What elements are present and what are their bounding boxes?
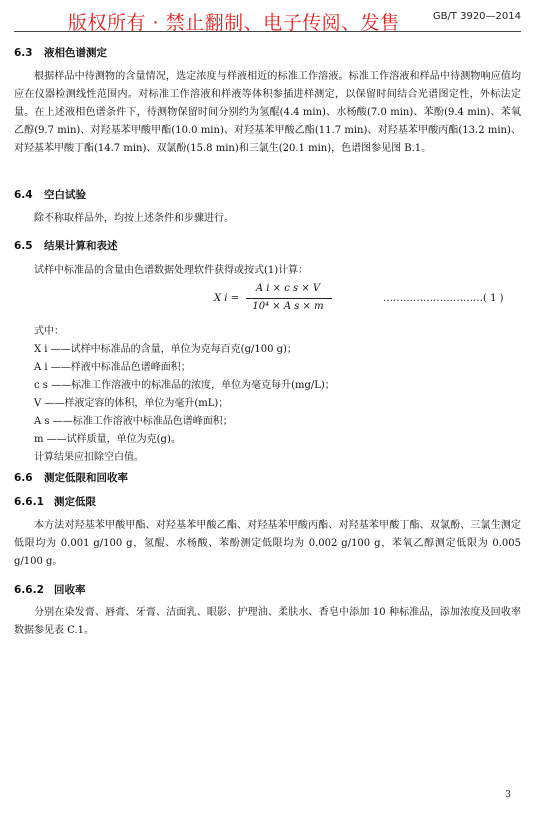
section-title: 结果计算和表述 bbox=[44, 240, 118, 252]
page-number: 3 bbox=[505, 790, 511, 800]
variable-definition: A s ——标准工作溶液中标准品色谱峰面积； bbox=[34, 416, 233, 427]
section-heading-6-6 bbox=[14, 470, 128, 485]
fraction-bar bbox=[246, 298, 332, 299]
formula-lhs: X i = bbox=[214, 293, 240, 304]
formula-numerator: A i × c s × V bbox=[255, 283, 321, 294]
paragraph-6-3: 根据样品中待测物的含量情况，选定浓度与样液相近的标准工作溶液。标准工作溶液和样品中待测物响应值均应在仪器检测线性范围内。对标准工作溶液和样液等体积参插进样测定，以保留时间结合光谱图定性，外标法定量。在上述液相色谱条件下，待测物保留时间分别约为氢醌(4.4 min)、水杨酸(7.0 min)、苯酚(9.4 min)、苯氧乙醇(9.7 min)、对羟基苯甲酸甲酯(10.0 min)、对羟基苯甲酸乙酯(11.7 min)、对羟基苯甲酸丙酯(13.2 min)、对羟基苯甲酸丁酯(14.7 min)、双氯酚(15.8 min)和三氯生(20.1 min)，色谱图参见图 B.1。 bbox=[14, 71, 521, 154]
section-heading-6-3 bbox=[14, 45, 107, 60]
section-title: 测定低限和回收率 bbox=[44, 472, 128, 484]
paragraph-6-5-intro: 试样中标准品的含量由色谱数据处理软件获得或按式(1)计算： bbox=[34, 265, 309, 276]
section-title: 回收率 bbox=[54, 584, 86, 596]
variable-definition: V ——样液定容的体积，单位为毫升(mL)； bbox=[34, 398, 229, 409]
note-text: 计算结果应扣除空白值。 bbox=[34, 452, 144, 463]
section-number: 6.3 bbox=[14, 47, 33, 59]
section-title: 空白试验 bbox=[44, 189, 86, 201]
section-title: 液相色谱测定 bbox=[44, 47, 107, 59]
section-heading-6-6-2 bbox=[14, 582, 86, 597]
formula-1 bbox=[214, 283, 334, 319]
variable-definition: m ——试样质量，单位为克(g)。 bbox=[34, 434, 181, 445]
standard-number: GB/T 3920—2014 bbox=[432, 11, 521, 22]
formula-number: …………………………( 1 ) bbox=[383, 293, 504, 304]
paragraph-6-4: 除不称取样品外，均按上述条件和步骤进行。 bbox=[34, 213, 234, 224]
section-number: 6.4 bbox=[14, 189, 33, 201]
section-heading-6-4 bbox=[14, 187, 86, 202]
paragraph-6-6-1: 本方法对羟基苯甲酸甲酯、对羟基苯甲酸乙酯、对羟基苯甲酸丙酯、对羟基苯甲酸丁酯、双氯酚、三氯生测定低限均为 0.001 g/100 g，氢醌、水杨酸、苯酚测定低限均为 0.002 g/100 g，苯氧乙醇测定低限为 0.005 g/100 g。 bbox=[14, 520, 521, 567]
variable-definition: X i ——试样中标准品的含量，单位为克每百克(g/100 g)； bbox=[34, 344, 297, 355]
section-title: 测定低限 bbox=[54, 496, 96, 508]
where-label: 式中： bbox=[34, 326, 64, 337]
header-rule bbox=[14, 31, 521, 32]
variable-definition: A i ——样液中标准品色谱峰面积； bbox=[34, 362, 191, 373]
section-heading-6-6-1 bbox=[14, 494, 96, 509]
variable-definition: c s ——标准工作溶液中的标准品的浓度，单位为毫克每升(mg/L)； bbox=[34, 380, 335, 391]
section-number: 6.6.2 bbox=[14, 584, 44, 596]
section-number: 6.5 bbox=[14, 240, 33, 252]
formula-denominator: 10⁴ × A s × m bbox=[252, 301, 324, 312]
section-number: 6.6.1 bbox=[14, 496, 44, 508]
copyright-watermark: 版权所有 · 禁止翻制、电子传阅、发售 bbox=[68, 12, 400, 34]
section-number: 6.6 bbox=[14, 472, 33, 484]
section-heading-6-5 bbox=[14, 238, 118, 253]
paragraph-6-6-2: 分别在染发膏、唇膏、牙膏、洁面乳、眼影、护理油、柔肤水、香皂中添加 10 种标准品，添加浓度及回收率数据参见表 C.1。 bbox=[14, 607, 521, 636]
